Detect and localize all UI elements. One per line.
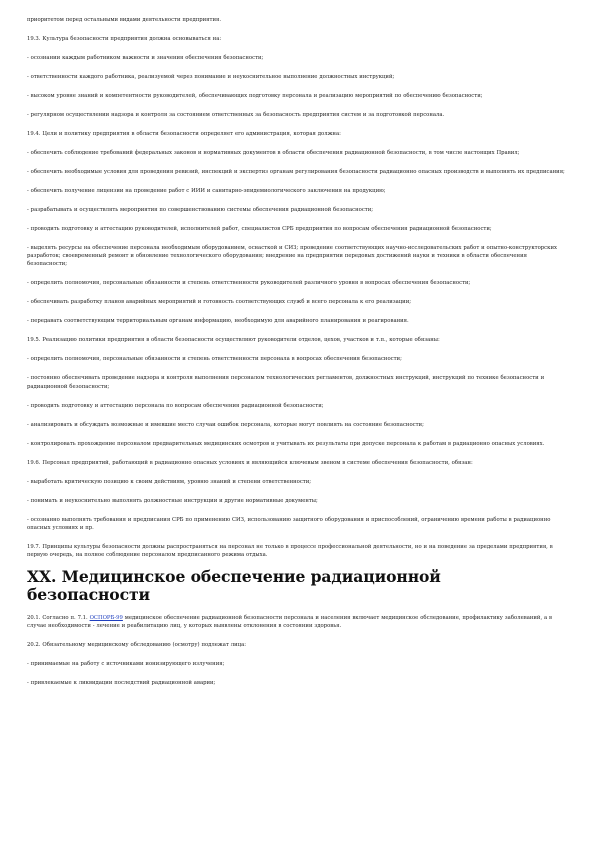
- list-item: - принимаемые на работу с источниками ионизирующего излучения;: [27, 661, 225, 668]
- paragraph-20-1: [27, 614, 568, 630]
- list-item: - постоянно обеспечивать проведение надзора и контроля выполнения персоналом технологических регламентов, должностных инструкций, инструкций по технике безопасности и радиационной безопасности;: [27, 375, 545, 390]
- list-item: - выработать критическую позицию к своим действиям, уровню знаний и степени ответственности;: [27, 478, 312, 485]
- list-item: - понимать и неукоснительно выполнять должностные инструкции и другие нормативные документы;: [27, 497, 318, 504]
- list-item: - ответственности каждого работника, реализуемой через понимание и неукоснительное выполнение должностных инструкций;: [27, 74, 395, 80]
- paragraph: 19.3. Культура безопасности предприятия должна основываться на:: [27, 36, 222, 42]
- list-item: - контролировать прохождение персоналом предварительных медицинских осмотров и учитывать их результаты при допуске персонала к работам в радиационно опасных условиях.: [27, 440, 545, 447]
- list-item: - определить полномочия, персональные обязанности и степень ответственности руководителей различного уровня в вопросах обеспечения безопасности;: [27, 280, 471, 287]
- paragraph: 19.6. Персонал предприятий, работающий в радиационно опасных условиях и являющийся ключевым звеном в системе обеспечения безопасности, обязан:: [27, 459, 473, 466]
- list-item: - осознанно выполнять требования и предписания СРБ по применению СИЗ, использованию защитного оборудования и приспособлений, ограничению времени работы в радиационно опасных условиях и пр.: [27, 516, 551, 531]
- paragraph: приоритетом перед остальными видами деятельности предприятия.: [27, 17, 222, 23]
- list-item: - проводить подготовку и аттестацию персонала по вопросам обеспечения радиационной безопасности;: [27, 402, 324, 409]
- list-item: - передавать соответствующим территориальным органам информацию, необходимую для аварийного планирования и реагирования.: [27, 318, 409, 325]
- list-item: - привлекаемые к ликвидации последствий радиационной аварии;: [27, 680, 216, 687]
- list-item: - регулярном осуществлении надзора и контроля за состоянием ответственных за безопасность предприятия систем и за подготовкой персонала.: [27, 112, 445, 118]
- list-item: - обеспечить получение лицензии на проведение работ с ИИИ и санитарно-эпидемиологического заключения на продукцию;: [27, 188, 386, 194]
- list-item: - проводить подготовку и аттестацию руководителей, исполнителей работ, специалистов СРБ предприятия по вопросам обеспечения радиационной безопасности;: [27, 226, 492, 232]
- section-heading: XX. Медицинское обеспечение радиационной безопасности: [27, 567, 441, 605]
- paragraph: 19.4. Цели и политику предприятия в области безопасности определяет его администрация, которая должна:: [27, 131, 341, 137]
- list-item: - обеспечить соблюдение требований федеральных законов и нормативных документов в области обеспечения радиационной безопасности, в том числе настоящих Правил;: [27, 150, 520, 156]
- list-item: - определить полномочия, персональные обязанности и степень ответственности персонала в вопросах обеспечения безопасности;: [27, 356, 402, 363]
- paragraph: 19.5. Реализацию политики предприятия в области безопасности осуществляют руководители отделов, цехов, участков и т.п., которые обязаны:: [27, 337, 440, 344]
- list-item: - разрабатывать и осуществлять мероприятия по совершенствованию системы обеспечения радиационной безопасности;: [27, 207, 374, 213]
- list-item: - выделять ресурсы на обеспечение персонала необходимым оборудованием, оснасткой и СИЗ; проведение соответствующих научно-исследовательских работ и опытно-конструкторских разработок; своевременный ремонт и обновление технологического оборудования; внедрение на предприятии передовых достижений науки и техники в области обеспечения безопасности;: [27, 245, 557, 268]
- paragraph-suffix: медицинское обеспечение радиационной безопасности персонала и населения включает медицинское обследование, профилактику заболеваний, а в случае необходимости - лечение и реабилитацию лиц, у которых выявлены отклонения в состоянии здоровья.: [27, 615, 553, 630]
- paragraph: 20.2. Обязательному медицинскому обследованию (осмотру) подлежат лица:: [27, 642, 247, 649]
- list-item: - высоком уровне знаний и компетентности руководителей, обеспечивающих подготовку персонала и реализацию мероприятий по обеспечению безопасности;: [27, 93, 483, 99]
- paragraph: 19.7. Принципы культуры безопасности должны распространяться на персонал не только в процессе профессиональной деятельности, но и на поведение за пределами предприятия, в первую очередь, на полное соблюдение персоналом предписанного режима отдыха.: [27, 543, 553, 559]
- list-item: - анализировать и обсуждать возможные и имевшие место случаи ошибок персонала, которые могут повлиять на состояние безопасности;: [27, 421, 424, 428]
- paragraph-prefix: 20.1. Согласно п. 7.1.: [27, 615, 90, 622]
- osporb-link[interactable]: ОСПОРБ-99: [89, 615, 123, 622]
- list-item: - осознании каждым работником важности и значения обеспечения безопасности;: [27, 55, 264, 61]
- list-item: - обеспечивать разработку планов аварийных мероприятий и готовность соответствующих служб и всего персонала к его реализации;: [27, 299, 412, 306]
- list-item: - обеспечить необходимые условия для проведения ревизий, инспекций и экспертиз органам регулирования безопасности радиационно опасных производств и выполнять их предписания;: [27, 169, 565, 175]
